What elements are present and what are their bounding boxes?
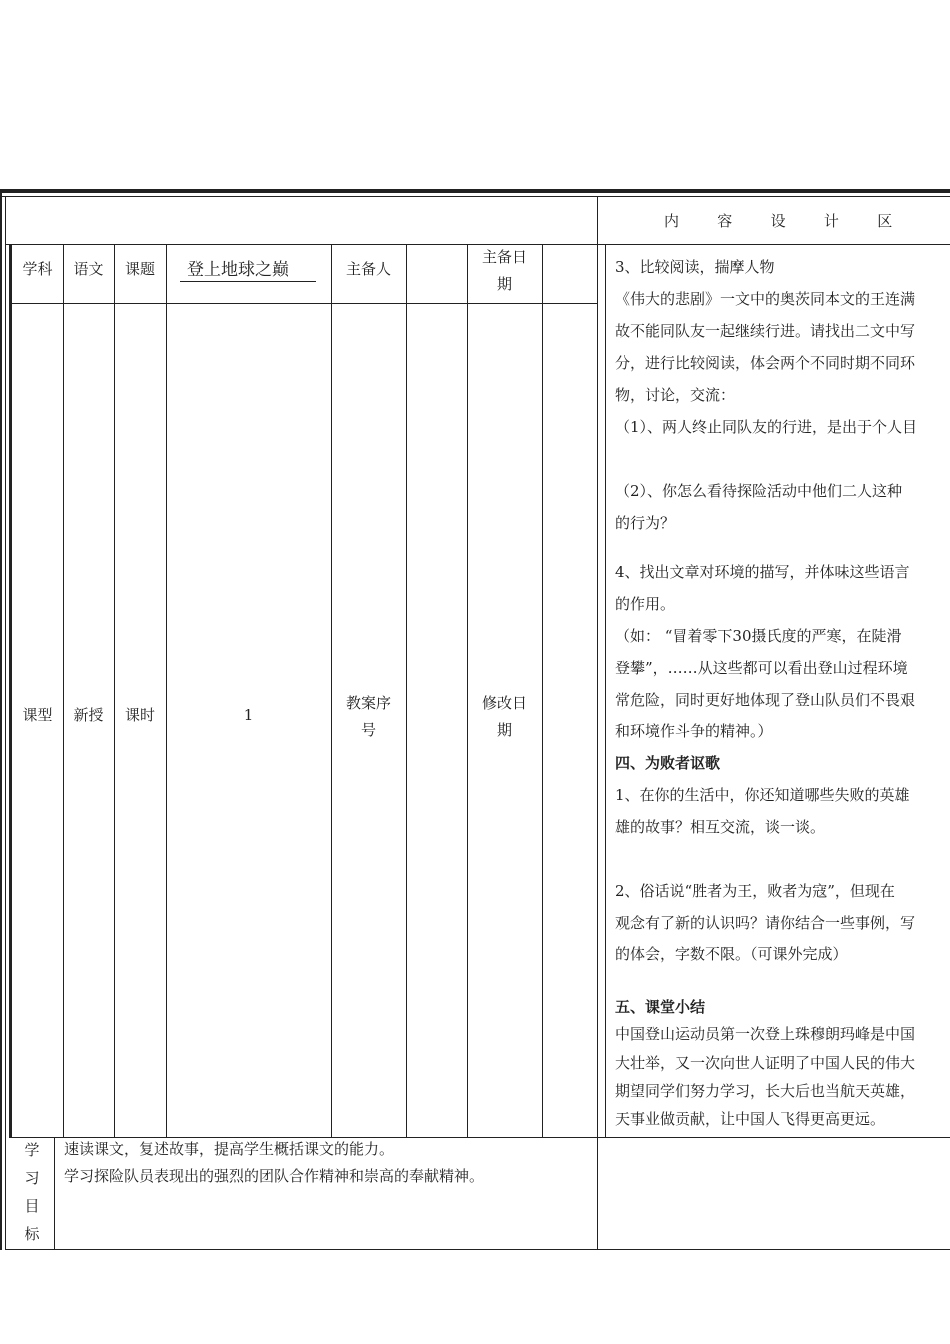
right-line-21: 大壮举，又一次向世人证明了中国人民的伟大 <box>615 1054 916 1072</box>
section-heading-4: 四、为败者讴歌 <box>615 754 721 772</box>
right-line-15: 1、在你的生活中，你还知道哪些失败的英雄 <box>615 786 910 804</box>
right-line-18: 观念有了新的认识吗？请你结合一些事例，写 <box>615 914 916 932</box>
period-value: 1 <box>243 706 254 724</box>
right-line-4: 分，进行比较阅读，体会两个不同时期不同环 <box>615 354 916 372</box>
right-line-19: 的体会，字数不限。（可课外完成） <box>615 945 848 963</box>
right-panel-left-line <box>605 244 606 1137</box>
right-line-23: 天事业做贡献，让中国人飞得更高更远。 <box>615 1110 886 1128</box>
right-line-6: （1）、两人终止同队友的行进，是出于个人目 <box>615 418 918 436</box>
right-line-14: 和环境作斗争的精神。） <box>615 722 773 740</box>
right-line-9: 4、找出文章对环境的描写，并体味这些语言 <box>615 563 910 581</box>
inner-left-thick <box>9 244 12 1137</box>
right-line-10: 的作用。 <box>615 595 676 613</box>
col-line-3 <box>166 244 167 1137</box>
lead-label: 主备人 <box>345 260 391 278</box>
topic-underline <box>180 281 316 282</box>
col-line-7 <box>542 244 543 1137</box>
col-line-6 <box>467 244 468 1137</box>
bottom-border <box>5 1249 950 1250</box>
top-border-thick <box>0 189 950 193</box>
col-line-4 <box>331 244 332 1137</box>
right-line-7: （2）、你怎么看待探险活动中他们二人这种 <box>615 482 903 500</box>
lead-date-label: 主备日期 <box>481 248 527 293</box>
right-line-8: 的行为？ <box>615 514 676 532</box>
col-line-5 <box>406 244 407 1137</box>
type-value: 新授 <box>73 706 104 724</box>
right-line-3: 故不能同队友一起继续行进。请找出二文中写 <box>615 322 916 340</box>
row-line-1 <box>9 303 597 304</box>
goals-label: 学 习 目 标 <box>24 1141 40 1243</box>
type-label: 课型 <box>22 706 53 724</box>
period-label: 课时 <box>124 706 155 724</box>
right-line-16: 雄的故事？相互交流，谈一谈。 <box>615 818 826 836</box>
divider-left-right <box>597 196 598 1250</box>
col-line-2 <box>114 244 115 1137</box>
right-line-5: 物，讨论，交流： <box>615 386 736 404</box>
right-line-1: 3、比较阅读，揣摩人物 <box>615 258 775 276</box>
left-border <box>0 189 2 1250</box>
goals-label-line <box>54 1137 55 1250</box>
subject-label: 学科 <box>22 260 53 278</box>
col-line-1 <box>63 244 64 1137</box>
topic-label: 课题 <box>124 260 155 278</box>
banner-title: 内 容 设 计 区 <box>664 212 899 230</box>
right-line-11: （如： “冒着零下30摄氏度的严寒，在陡滑 <box>615 627 902 645</box>
left-border-inner <box>5 196 6 1250</box>
right-line-20: 中国登山运动员第一次登上珠穆朗玛峰是中国 <box>615 1025 916 1043</box>
plan-no-label: 教案序号 <box>345 694 391 739</box>
revise-date-label: 修改日期 <box>481 694 527 739</box>
right-line-13: 常危险，同时更好地体现了登山队员们不畏艰 <box>615 691 916 709</box>
right-line-22: 期望同学们努力学习，长大后也当航天英雄， <box>615 1082 916 1100</box>
right-line-12: 登攀”，……从这些都可以看出登山过程环境 <box>615 659 908 677</box>
section-heading-5: 五、课堂小结 <box>615 998 706 1016</box>
goal-line-1: 速读课文，复述故事，提高学生概括课文的能力。 <box>64 1140 395 1158</box>
subject-value: 语文 <box>73 260 104 278</box>
right-line-17: 2、俗话说“胜者为王，败者为寇”，但现在 <box>615 882 895 900</box>
goal-line-2: 学习探险队员表现出的强烈的团队合作精神和崇高的奉献精神。 <box>64 1167 485 1185</box>
topic-value: 登上地球之巅 <box>187 260 289 280</box>
top-border-thin <box>0 196 950 197</box>
right-line-2: 《伟大的悲剧》一文中的奥茨同本文的王连满 <box>615 290 916 308</box>
